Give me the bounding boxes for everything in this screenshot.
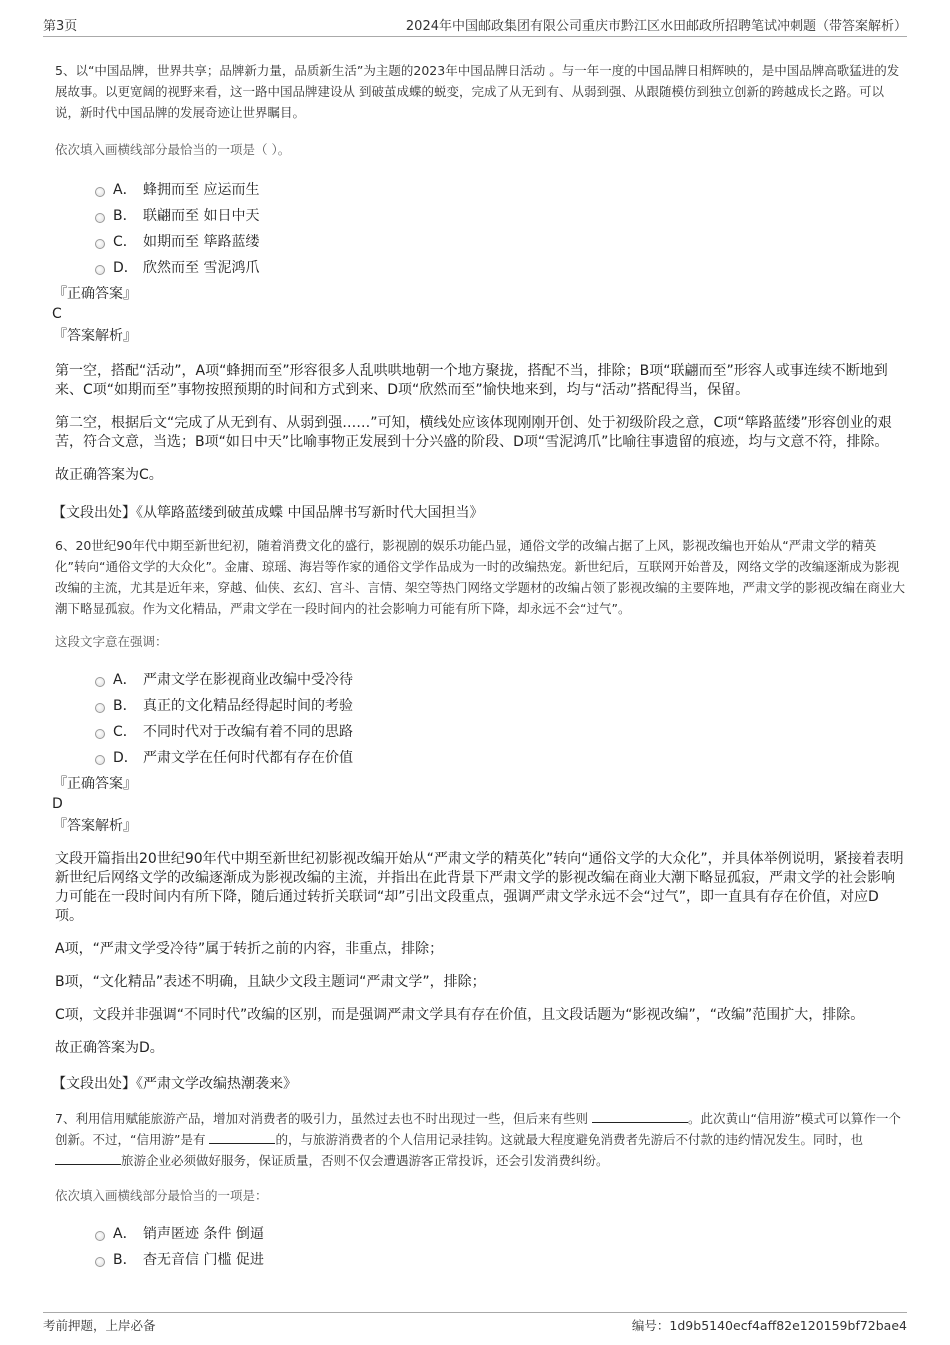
analysis-paragraph: 文段开篇指出20世纪90年代中期至新世纪初影视改编开始从“严肃文学的精英化”转向“通俗文学的大众化”，并具体举例说明，紧接着表明新世纪后网络文学的改编逐渐成为影视改编的主流，并指出在此背景下严肃文学的影视改编在商业大潮下略显孤寂，严肃文学的社会影响力可能在一段时间内有所下降，随后通过转折关联词“却”引出文段重点，强调严肃文学永远不会“过气”，即一直具有存在价值，对应D项。 (55, 851, 904, 924)
option-d[interactable]: D． 欣然而至 雪泥鸿爪 (95, 254, 905, 280)
option-c[interactable]: C． 如期而至 筚路蓝缕 (95, 228, 905, 254)
option-c[interactable]: C． 不同时代对于改编有着不同的思路 (95, 718, 905, 744)
document-code: 编号：1d9b5140ecf4aff82e120159bf72bae4 (631, 1318, 907, 1333)
radio-button[interactable] (95, 1231, 105, 1241)
analysis-label: 『答案解析』 (53, 818, 137, 834)
fill-blank-2 (209, 1131, 275, 1144)
question-prompt: 这段文字意在强调： (55, 634, 168, 649)
option-a[interactable]: A． 蜂拥而至 应运而生 (95, 176, 905, 202)
option-b[interactable]: B． 联翩而至 如日中天 (95, 202, 905, 228)
correct-answer-label: 『正确答案』 (53, 776, 137, 792)
question-5 (52, 60, 905, 523)
page-footer (43, 1312, 907, 1334)
radio-button[interactable] (95, 1257, 105, 1267)
radio-button[interactable] (95, 729, 105, 739)
analysis-paragraph: 故正确答案为D。 (55, 1040, 164, 1056)
option-b[interactable]: B． 杳无音信 门槛 促进 (95, 1246, 905, 1272)
analysis-paragraph: A项，“严肃文学受冷待”属于转折之前的内容，非重点，排除； (55, 941, 444, 957)
fill-blank-1 (592, 1110, 688, 1123)
question-prompt: 依次填入画横线部分最恰当的一项是： (55, 1188, 268, 1203)
radio-button[interactable] (95, 187, 105, 197)
radio-button[interactable] (95, 703, 105, 713)
radio-button[interactable] (95, 213, 105, 223)
options-list (95, 176, 905, 280)
radio-button[interactable] (95, 755, 105, 765)
analysis-label: 『答案解析』 (53, 328, 137, 344)
page-number: 第3页 (43, 19, 78, 34)
footer-slogan: 考前押题，上岸必备 (43, 1318, 156, 1333)
question-6 (52, 535, 906, 1094)
question-stem: 5、以“中国品牌，世界共享；品牌新力量，品质新生活”为主题的2023年中国品牌日活动 。与一年一度的中国品牌日相辉映的，是中国品牌高歌猛进的发展故事。以更宽阔的视野来看，这一路中国品牌建设从 到破茧成蝶的蜕变，完成了从无到有、从弱到强、从跟随模仿到独立创新的跨越成长之路。可以说，新时代中国品牌的发展奇迹让世界瞩目。 (55, 63, 900, 120)
option-a[interactable]: A． 销声匿迹 条件 倒逼 (95, 1220, 905, 1246)
radio-button[interactable] (95, 239, 105, 249)
analysis-paragraph: 第二空，根据后文“完成了从无到有、从弱到强……”可知，横线处应该体现刚刚开创、处于初级阶段之意，C项“筚路蓝缕”形容创业的艰苦，符合文意，当选；B项“如日中天”比喻事物正发展到十分兴盛的阶段、D项“雪泥鸿爪”比喻往事遗留的痕迹，均与文意不符，排除。 (55, 415, 892, 450)
correct-answer-value: D (52, 796, 63, 812)
radio-button[interactable] (95, 677, 105, 687)
question-prompt: 依次填入画横线部分最恰当的一项是（ ）。 (55, 142, 291, 157)
options-list (95, 1220, 905, 1272)
fill-blank-3 (55, 1152, 121, 1165)
document-title: 2024年中国邮政集团有限公司重庆市黔江区水田邮政所招聘笔试冲刺题（带答案解析） (405, 19, 907, 34)
question-stem: 6、20世纪90年代中期至新世纪初，随着消费文化的盛行，影视剧的娱乐功能凸显，通俗文学的改编占据了上风，影视改编也开始从“严肃文学的精英化”转向“通俗文学的大众化”。金庸、琼瑶、海岩等作家的通俗文学作品成为一时的改编热宠。新世纪后，互联网开始普及，网络文学的改编逐渐成为影视改编的主流，尤其是近年来，穿越、仙侠、玄幻、宫斗、言情、架空等热门网络文学题材的改编占领了影视改编的主要阵地，严肃文学的影视改编在商业大潮下略显孤寂。作为文化精品，严肃文学在一段时间内的社会影响力可能有所下降，却永远不会“过气”。 (55, 538, 906, 616)
option-d[interactable]: D． 严肃文学在任何时代都有存在价值 (95, 744, 905, 770)
option-b[interactable]: B． 真正的文化精品经得起时间的考验 (95, 692, 905, 718)
analysis-paragraph: B项，“文化精品”表述不明确，且缺少文段主题词“严肃文学”，排除； (55, 974, 486, 990)
page-content (52, 60, 906, 1272)
analysis-paragraph: C项，文段并非强调“不同时代”改编的区别，而是强调严肃文学具有存在价值，且文段话题为“影视改编”，“改编”范围扩大，排除。 (55, 1007, 865, 1023)
question-stem: 7、利用信用赋能旅游产品，增加对消费者的吸引力，虽然过去也不时出现过一些，但后来有些则 。此次黄山“信用游”模式可以算作一个创新。不过，“信用游”是有 的，与旅游消费者的个人信用记录挂钩。这就最大程度避免消费者先游后不付款的违约情况发生。同时，也 旅游企业必须做好服务，保证质量，否则不仅会遭遇游客正常投诉，还会引发消费纠纷。 (55, 1111, 901, 1168)
question-7 (55, 1108, 905, 1272)
passage-source: 【文段出处】《从筚路蓝缕到破茧成蝶 中国品牌书写新时代大国担当》 (52, 505, 484, 521)
analysis-paragraph: 第一空，搭配“活动”，A项“蜂拥而至”形容很多人乱哄哄地朝一个地方聚拢，搭配不当，排除；B项“联翩而至”形容人或事连续不断地到来、C项“如期而至”事物按照预期的时间和方式到来、D项“欣然而至”愉快地来到，均与“活动”搭配得当，保留。 (55, 363, 888, 398)
passage-source: 【文段出处】《严肃文学改编热潮袭来》 (52, 1076, 297, 1092)
analysis-paragraph: 故正确答案为C。 (55, 467, 163, 483)
page-header (43, 12, 907, 37)
option-a[interactable]: A． 严肃文学在影视商业改编中受冷待 (95, 666, 905, 692)
radio-button[interactable] (95, 265, 105, 275)
correct-answer-value: C (52, 306, 62, 322)
options-list (95, 666, 905, 770)
correct-answer-label: 『正确答案』 (53, 286, 137, 302)
